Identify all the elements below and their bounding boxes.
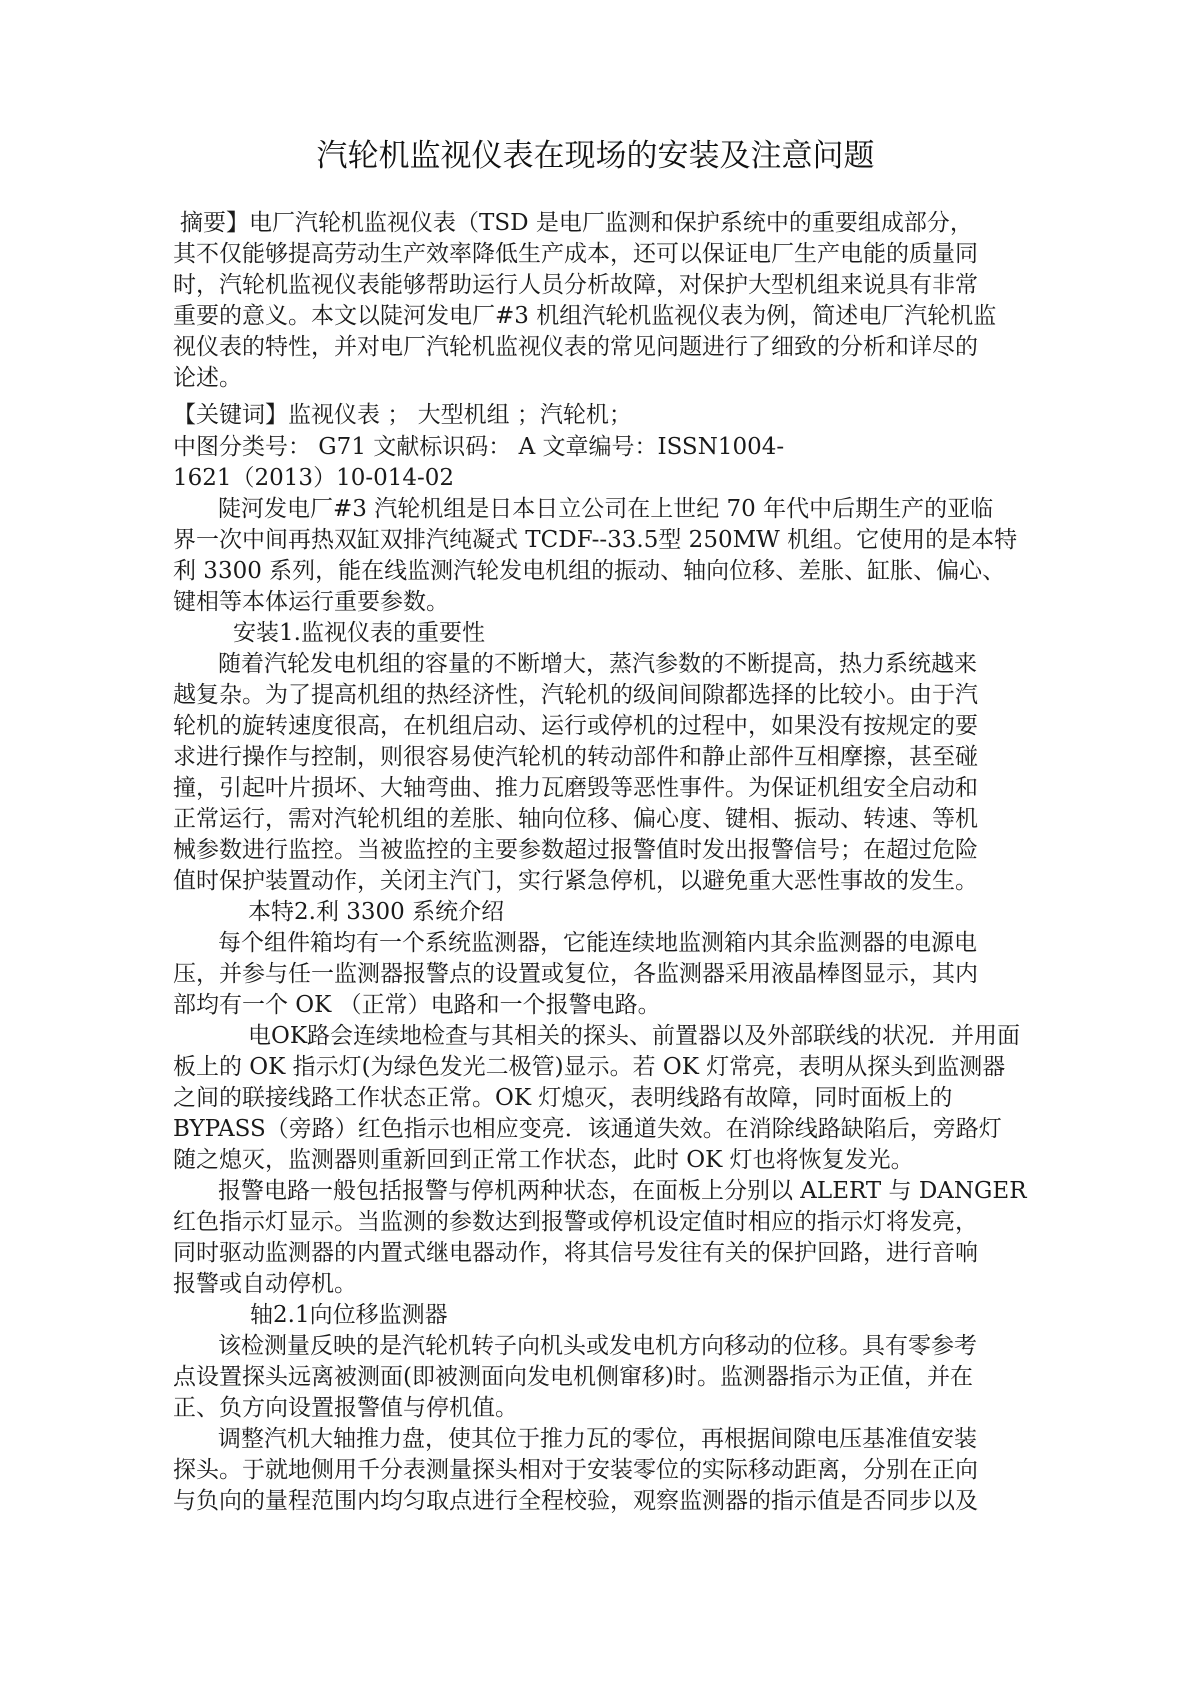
section-heading: 轴2.1向位移监测器 (250, 1302, 448, 1328)
body-line: 红色指示灯显示。当监测的参数达到报警或停机设定值时相应的指示灯将发亮， (173, 1209, 978, 1235)
body-line: 正常运行，需对汽轮机组的差胀、轴向位移、偏心度、键相、振动、转速、等机 (173, 806, 978, 832)
body-line: 压，并参与任一监测器报警点的设置或复位，各监测器采用液晶棒图显示，其内 (173, 961, 978, 987)
body-line: 该检测量反映的是汽轮机转子向机头或发电机方向移动的位移。具有零参考 (218, 1333, 977, 1359)
body-line: 械参数进行监控。当被监控的主要参数超过报警值时发出报警信号；在超过危险 (173, 837, 978, 863)
section-heading: 本特2.利 3300 系统介绍 (248, 899, 505, 925)
body-line: 同时驱动监测器的内置式继电器动作，将其信号发往有关的保护回路，进行音响 (173, 1240, 978, 1266)
document-title: 汽轮机监视仪表在现场的安装及注意问题 (316, 138, 875, 174)
body-line: 板上的 OK 指示灯(为绿色发光二极管)显示。若 OK 灯常亮，表明从探头到监测器 (173, 1054, 1006, 1080)
body-line: 越复杂。为了提高机组的热经济性，汽轮机的级间间隙都选择的比较小。由于汽 (173, 682, 978, 708)
body-line: 界一次中间再热双缸双排汽纯凝式 TCDF--33.5型 250MW 机组。它使用的是本特 (173, 527, 1018, 553)
body-line: 随着汽轮发电机组的容量的不断增大，蒸汽参数的不断提高，热力系统越来 (218, 651, 977, 677)
body-line: 利 3300 系列，能在线监测汽轮发电机组的振动、轴向位移、差胀、缸胀、偏心、 (173, 558, 1006, 584)
body-line: 陡河发电厂#3 汽轮机组是日本日立公司在上世纪 70 年代中后期生产的亚临 (218, 496, 994, 522)
body-line: 之间的联接线路工作状态正常。OK 灯熄灭，表明线路有故障，同时面板上的 (173, 1085, 953, 1111)
abstract-line: 重要的意义。本文以陡河发电厂#3 机组汽轮机监视仪表为例，简述电厂汽轮机监 (173, 303, 997, 329)
abstract-line: 视仪表的特性，并对电厂汽轮机监视仪表的常见问题进行了细致的分析和详尽的 (173, 334, 978, 360)
abstract-line: 时，汽轮机监视仪表能够帮助运行人员分析故障，对保护大型机组来说具有非常 (173, 272, 978, 298)
abstract-line: 摘要】电厂汽轮机监视仪表（TSD 是电厂监测和保护系统中的重要组成部分， (180, 210, 973, 236)
classification-line: 中图分类号： G71 文献标识码： A 文章编号：ISSN1004- (173, 434, 785, 460)
body-line: 值时保护装置动作，关闭主汽门，实行紧急停机，以避免重大恶性事故的发生。 (173, 868, 978, 894)
abstract-line: 论述。 (173, 365, 242, 391)
body-line: 报警电路一般包括报警与停机两种状态，在面板上分别以 ALERT 与 DANGER (218, 1178, 1027, 1204)
body-line: 与负向的量程范围内均匀取点进行全程校验，观察监测器的指示值是否同步以及 (173, 1488, 978, 1514)
body-line: 正、负方向设置报警值与停机值。 (173, 1395, 518, 1421)
body-line: 求进行操作与控制，则很容易使汽轮机的转动部件和静止部件互相摩擦，甚至碰 (173, 744, 978, 770)
keywords-line: 【关键词】监视仪表 ； 大型机组 ；汽轮机； (173, 402, 632, 428)
body-line: 每个组件箱均有一个系统监测器，它能连续地监测箱内其余监测器的电源电 (218, 930, 977, 956)
body-line: 轮机的旋转速度很高，在机组启动、运行或停机的过程中，如果没有按规定的要 (173, 713, 978, 739)
body-line: BYPASS（旁路）红色指示也相应变亮．该通道失效。在消除线路缺陷后，旁路灯 (173, 1116, 1002, 1142)
body-line: 报警或自动停机。 (173, 1271, 357, 1297)
body-line: 撞，引起叶片损坏、大轴弯曲、推力瓦磨毁等恶性事件。为保证机组安全启动和 (173, 775, 978, 801)
body-line: 部均有一个 OK （正常）电路和一个报警电路。 (173, 992, 661, 1018)
body-line: 探头。于就地侧用千分表测量探头相对于安装零位的实际移动距离，分别在正向 (173, 1457, 978, 1483)
body-line: 键相等本体运行重要参数。 (173, 589, 449, 615)
body-line: 电OK路会连续地检查与其相关的探头、前置器以及外部联线的状况．并用面 (248, 1023, 1021, 1049)
section-heading: 安装1.监视仪表的重要性 (233, 620, 485, 646)
body-line: 调整汽机大轴推力盘，使其位于推力瓦的零位，再根据间隙电压基准值安装 (218, 1426, 977, 1452)
body-line: 点设置探头远离被测面(即被测面向发电机侧窜移)时。监测器指示为正值，并在 (173, 1364, 973, 1390)
body-line: 随之熄灭，监测器则重新回到正常工作状态，此时 OK 灯也将恢复发光。 (173, 1147, 914, 1173)
abstract-line: 其不仅能够提高劳动生产效率降低生产成本，还可以保证电厂生产电能的质量同 (173, 241, 978, 267)
classification-line: 1621（2013）10-014-02 (173, 465, 455, 491)
